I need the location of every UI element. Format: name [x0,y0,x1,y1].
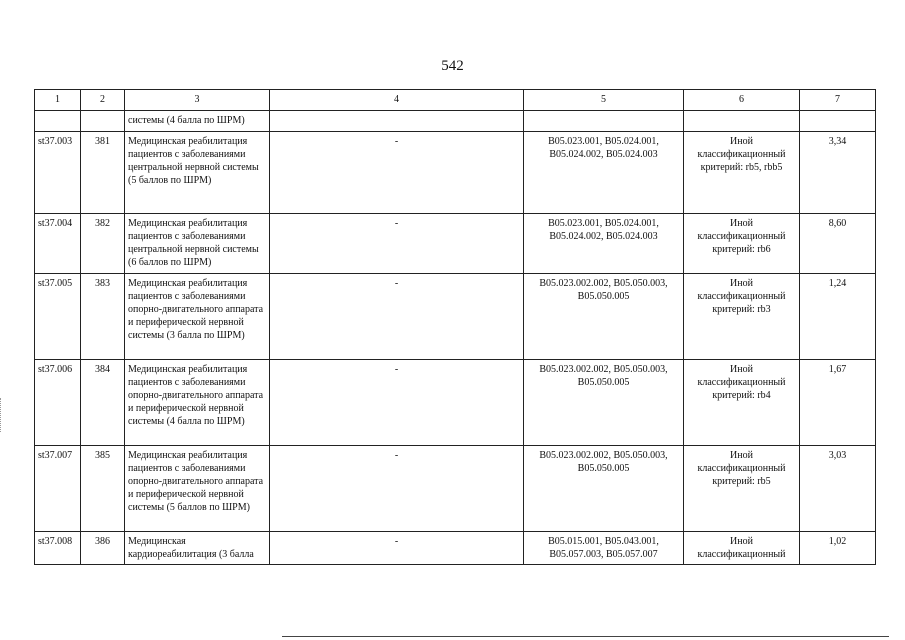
table-row [35,214,876,274]
tariff-table [34,89,876,565]
col-header-5: 5 [524,90,684,111]
cell-coef: 1,24 [800,274,876,360]
cell-col4 [270,111,524,132]
col-header-7: 7 [800,90,876,111]
cell-criterion: Иной классификационный критерий: rb4 [684,360,800,446]
cell-num [81,111,125,132]
cell-criterion [684,111,800,132]
cell-services: B05.023.001, B05.024.001, B05.024.002, B05.024.003 [524,132,684,214]
cell-criterion: Иной классификационный критерий: rb6 [684,214,800,274]
cell-name: Медицинская реабилитация пациентов с заболеваниями опорно-двигательного аппарата и периферической нервной системы (5 баллов по ШРМ) [125,446,270,532]
cell-code [35,111,81,132]
cell-name: Медицинская кардиореабилитация (3 балла [125,532,270,565]
table-row [35,360,876,446]
cell-services: B05.023.001, B05.024.001, B05.024.002, B05.024.003 [524,214,684,274]
col-header-1: 1 [35,90,81,111]
cell-num: 385 [81,446,125,532]
cell-col4: - [270,360,524,446]
col-header-2: 2 [81,90,125,111]
cell-code: st37.005 [35,274,81,360]
scan-bottom-line [282,636,889,637]
page-number: 542 [441,58,464,74]
cell-criterion: Иной классификационный критерий: rb5, rbb5 [684,132,800,214]
cell-col4: - [270,274,524,360]
cell-services: B05.023.002.002, B05.050.003, B05.050.005 [524,446,684,532]
cell-services: B05.023.002.002, B05.050.003, B05.050.005 [524,360,684,446]
cell-name: Медицинская реабилитация пациентов с заболеваниями центральной нервной системы (6 баллов по ШРМ) [125,214,270,274]
header-row [35,90,876,111]
cell-coef: 3,34 [800,132,876,214]
cell-criterion: Иной классификационный критерий: rb5 [684,446,800,532]
cell-code: st37.007 [35,446,81,532]
cell-name: Медицинская реабилитация пациентов с заболеваниями опорно-двигательного аппарата и периферической нервной системы (3 балла по ШРМ) [125,274,270,360]
cell-coef: 3,03 [800,446,876,532]
cell-services [524,111,684,132]
cell-criterion: Иной классификационный [684,532,800,565]
cell-code: st37.003 [35,132,81,214]
cell-coef: 1,67 [800,360,876,446]
cell-criterion: Иной классификационный критерий: rb3 [684,274,800,360]
cell-num: 386 [81,532,125,565]
table-row [35,274,876,360]
cell-coef: 1,02 [800,532,876,565]
cell-num: 382 [81,214,125,274]
cell-code: st37.006 [35,360,81,446]
scan-edge-mark [0,398,3,432]
cell-name: Медицинская реабилитация пациентов с заболеваниями центральной нервной системы (5 баллов по ШРМ) [125,132,270,214]
cell-num: 383 [81,274,125,360]
cell-services: B05.015.001, B05.043.001, B05.057.003, B05.057.007 [524,532,684,565]
cell-services: B05.023.002.002, B05.050.003, B05.050.005 [524,274,684,360]
col-header-6: 6 [684,90,800,111]
table-row [35,132,876,214]
cell-code: st37.008 [35,532,81,565]
table-row [35,532,876,565]
cell-col4: - [270,446,524,532]
cell-name: Медицинская реабилитация пациентов с заболеваниями опорно-двигательного аппарата и периферической нервной системы (4 балла по ШРМ) [125,360,270,446]
table-row [35,446,876,532]
cell-coef [800,111,876,132]
col-header-3: 3 [125,90,270,111]
cell-col4: - [270,214,524,274]
continuation-row [35,111,876,132]
cell-num: 381 [81,132,125,214]
cell-col4: - [270,132,524,214]
cell-col4: - [270,532,524,565]
cell-num: 384 [81,360,125,446]
col-header-4: 4 [270,90,524,111]
cell-coef: 8,60 [800,214,876,274]
cell-code: st37.004 [35,214,81,274]
cell-name: системы (4 балла по ШРМ) [125,111,270,132]
